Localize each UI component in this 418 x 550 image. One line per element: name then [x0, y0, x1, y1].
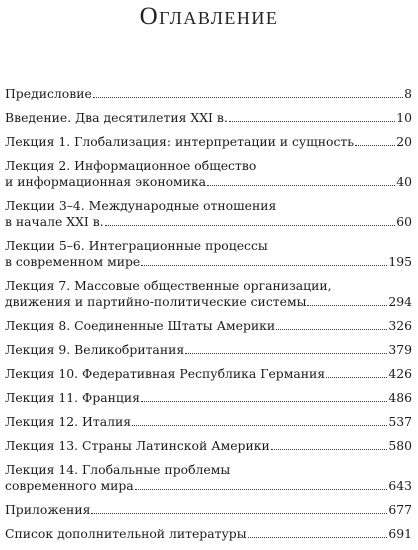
dot-leader — [93, 97, 403, 98]
dot-leader — [132, 425, 387, 426]
dot-leader — [355, 145, 395, 146]
toc-page-number: 677 — [388, 502, 412, 517]
toc-entry-title — [5, 110, 396, 126]
toc-entry-line: Лекция 2. Информационное общество — [5, 158, 257, 173]
toc-entry-line: Предисловие — [5, 86, 92, 101]
toc-entry-title — [5, 158, 396, 190]
toc-entry-line: в начале XXI в. — [5, 214, 104, 229]
toc-entry-title — [5, 462, 388, 494]
toc-entry-title — [5, 318, 388, 334]
dot-leader — [185, 353, 387, 354]
toc-entry[interactable] — [5, 502, 412, 518]
toc-entry[interactable] — [5, 438, 412, 454]
dot-leader — [91, 513, 387, 514]
dot-leader — [276, 329, 387, 330]
toc-entry[interactable] — [5, 86, 412, 102]
toc-entry[interactable] — [5, 414, 412, 430]
toc-entry[interactable] — [5, 318, 412, 334]
toc-entry[interactable] — [5, 342, 412, 358]
toc-entry-title — [5, 390, 388, 406]
toc-entry-line: и информационная экономика — [5, 174, 207, 189]
toc-entry-title — [5, 134, 396, 150]
dot-leader — [248, 537, 388, 538]
toc-entry-line: Лекция 10. Федеративная Республика Германия — [5, 366, 326, 381]
toc-entry-line: в современном мире — [5, 254, 141, 269]
toc-page-number: 60 — [396, 214, 412, 229]
toc-page-number: 20 — [396, 134, 412, 149]
toc-heading: Оглавление — [139, 3, 279, 30]
dot-leader — [271, 449, 388, 450]
toc-page-number: 426 — [388, 366, 412, 381]
dot-leader — [135, 489, 388, 490]
dot-leader — [105, 225, 396, 226]
dot-leader — [141, 401, 387, 402]
toc-entry-line: Лекция 13. Страны Латинской Америки — [5, 438, 270, 453]
toc-entry-line: Лекция 9. Великобритания — [5, 342, 185, 357]
toc-page-number: 326 — [388, 318, 412, 333]
toc-entry-title — [5, 414, 388, 430]
toc-entry-title — [5, 198, 396, 230]
toc-entry-title — [5, 366, 388, 382]
toc-page-number: 643 — [388, 478, 412, 493]
toc-page-number: 195 — [388, 254, 412, 269]
toc-entry-line: Список дополнительной литературы — [5, 526, 247, 541]
toc-entry[interactable] — [5, 110, 412, 126]
toc-entry-line: Лекции 5–6. Интеграционные процессы — [5, 238, 268, 253]
dot-leader — [307, 305, 387, 306]
toc-entry-title — [5, 86, 404, 102]
toc-entry-line: современного мира — [5, 478, 134, 493]
toc-entry[interactable] — [5, 526, 412, 542]
toc-entry[interactable] — [5, 366, 412, 382]
toc-page-number: 8 — [404, 86, 412, 101]
dot-leader — [207, 185, 395, 186]
toc-entry-line: Введение. Два десятилетия XXI в. — [5, 110, 228, 125]
toc-entry-line: Лекция 1. Глобализация: интерпретации и сущность — [5, 134, 355, 149]
table-of-contents — [5, 86, 412, 542]
toc-page-number: 294 — [388, 294, 412, 309]
dot-leader — [326, 377, 387, 378]
toc-page-number: 40 — [396, 174, 412, 189]
toc-page-number: 486 — [388, 390, 412, 405]
toc-entry-line: Лекции 3–4. Международные отношения — [5, 198, 277, 213]
dot-leader — [141, 265, 387, 266]
toc-entry-title — [5, 526, 388, 542]
toc-entry-title — [5, 342, 388, 358]
toc-entry[interactable] — [5, 390, 412, 406]
dot-leader — [229, 121, 395, 122]
toc-entry-title — [5, 502, 388, 518]
toc-page-number: 580 — [388, 438, 412, 453]
toc-page-number: 379 — [388, 342, 412, 357]
toc-entry-line: Лекция 7. Массовые общественные организации, — [5, 278, 332, 293]
toc-entry-title — [5, 238, 388, 270]
toc-entry-line: движения и партийно-политические системы — [5, 294, 307, 309]
toc-entry-title — [5, 438, 388, 454]
toc-entry-line: Приложения — [5, 502, 91, 517]
toc-entry[interactable] — [5, 158, 412, 190]
toc-entry-line: Лекция 8. Соединенные Штаты Америки — [5, 318, 276, 333]
toc-entry[interactable] — [5, 278, 412, 310]
toc-entry-line: Лекция 11. Франция — [5, 390, 140, 405]
toc-page-number: 537 — [388, 414, 412, 429]
toc-entry[interactable] — [5, 134, 412, 150]
toc-entry[interactable] — [5, 198, 412, 230]
toc-page-number: 691 — [388, 526, 412, 541]
toc-entry[interactable] — [5, 462, 412, 494]
toc-entry[interactable] — [5, 238, 412, 270]
toc-entry-line: Лекция 12. Италия — [5, 414, 132, 429]
toc-page-number: 10 — [396, 110, 412, 125]
toc-entry-title — [5, 278, 388, 310]
toc-entry-line: Лекция 14. Глобальные проблемы — [5, 462, 231, 477]
